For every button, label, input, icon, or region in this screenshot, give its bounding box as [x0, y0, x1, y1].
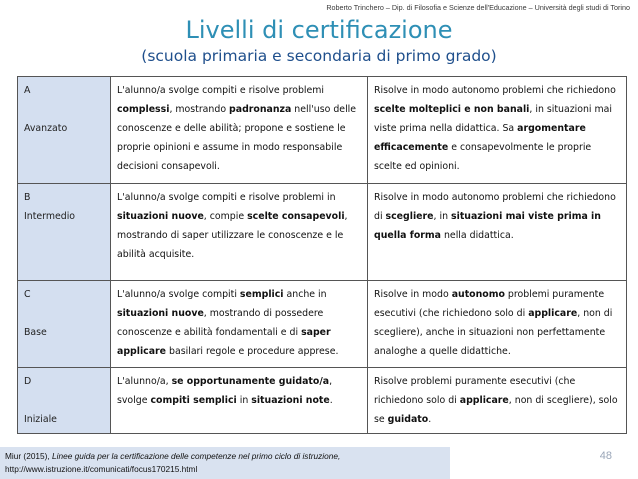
level-cell [18, 77, 111, 184]
emphasis-text: complessi [117, 104, 170, 115]
body-text: , non di scegliere), solo se [374, 395, 618, 425]
emphasis-text: guidato [387, 414, 429, 425]
citation-author: Miur (2015), [5, 451, 53, 461]
emphasis-text: saper applicare [117, 327, 331, 357]
emphasis-text: scelte molteplici e non banali [374, 104, 530, 115]
body-text: nell'uso delle conoscenze e delle abilità; propone e sostiene le proprie opinioni e assume in modo responsabile decisioni consapevoli. [117, 104, 357, 172]
slide-title: Livelli di certificazione [185, 16, 453, 44]
level-name: Iniziale [24, 414, 57, 425]
emphasis-text: situazioni note [251, 395, 330, 406]
author-affiliation: Roberto Trinchero – Dip. di Filosofia e Scienze dell'Educazione – Università degli studi di Torino [326, 3, 630, 12]
emphasis-text: applicare [528, 308, 578, 319]
certification-levels-table [17, 76, 627, 434]
body-text: L'alunno/a, [117, 376, 172, 387]
source-citation [0, 447, 450, 479]
level-detail [368, 184, 627, 281]
level-description [111, 77, 368, 184]
emphasis-text: se opportunamente guidato/a [171, 376, 330, 387]
level-name: Avanzato [24, 123, 68, 134]
table-row [18, 77, 627, 184]
body-text: Risolve in modo autonomo problemi che richiedono di [374, 192, 616, 222]
body-text: Risolve in modo autonomo problemi che richiedono [374, 85, 616, 96]
body-text: , mostrando di saper utilizzare le conoscenze e le abilità acquisite. [117, 211, 348, 260]
body-text: , svolge [117, 376, 333, 406]
body-text: e consapevolmente le proprie scelte ed opinioni. [374, 142, 592, 172]
body-text: Risolve problemi puramente esecutivi (che richiedono solo di [374, 376, 576, 406]
body-text: L'alunno/a svolge compiti [117, 289, 240, 300]
body-text: problemi puramente esecutivi (che richiedono solo di [374, 289, 605, 319]
body-text: anche in [283, 289, 327, 300]
emphasis-text: autonomo [451, 289, 505, 300]
emphasis-text: situazioni nuove [117, 211, 204, 222]
emphasis-text: scelte consapevoli [247, 211, 345, 222]
level-letter: B [24, 192, 31, 203]
level-cell [18, 281, 111, 368]
body-text: L'alunno/a svolge compiti e risolve problemi [117, 85, 325, 96]
level-letter: D [24, 376, 32, 387]
level-description [111, 281, 368, 368]
emphasis-text: situazioni nuove [117, 308, 204, 319]
emphasis-text: compiti semplici [150, 395, 237, 406]
slide-subtitle: (scuola primaria e secondaria di primo grado) [141, 47, 497, 65]
level-cell [18, 184, 111, 281]
level-description [111, 368, 368, 434]
level-letter: A [24, 85, 31, 96]
emphasis-text: argomentare efficacemente [374, 123, 586, 153]
body-text: , mostrando [169, 104, 230, 115]
table-row [18, 281, 627, 368]
body-text: L'alunno/a svolge compiti e risolve problemi in [117, 192, 336, 203]
body-text: , mostrando di possedere conoscenze e abilità fondamentali e di [117, 308, 324, 338]
level-name: Base [24, 327, 47, 338]
level-detail [368, 368, 627, 434]
table-row [18, 368, 627, 434]
body-text: , in situazioni mai viste prima nella didattica. Sa [374, 104, 612, 134]
emphasis-text: situazioni mai viste prima in quella forma [374, 211, 601, 241]
body-text: basilari regole e procedure apprese. [166, 346, 339, 357]
emphasis-text: scegliere [385, 211, 434, 222]
level-name: Intermedio [24, 211, 76, 222]
table-row [18, 184, 627, 281]
body-text: . [428, 414, 432, 425]
body-text: , in [433, 211, 452, 222]
level-detail [368, 77, 627, 184]
emphasis-text: padronanza [229, 104, 292, 115]
level-letter: C [24, 289, 31, 300]
body-text: nella didattica. [441, 230, 514, 241]
body-text: . [329, 395, 333, 406]
citation-url[interactable]: http://www.istruzione.it/comunicati/focus170215.html [5, 464, 198, 474]
level-detail [368, 281, 627, 368]
level-cell [18, 368, 111, 434]
emphasis-text: semplici [239, 289, 284, 300]
page-number: 48 [599, 450, 612, 462]
body-text: Risolve in modo [374, 289, 452, 300]
emphasis-text: applicare [459, 395, 509, 406]
body-text: , non di scegliere), anche in situazioni non perfettamente analoghe a quelle didattiche. [374, 308, 613, 357]
body-text: in [236, 395, 252, 406]
citation-title: Linee guida per la certificazione delle competenze nel primo ciclo di istruzione, [52, 451, 341, 461]
body-text: , compie [203, 211, 248, 222]
level-description [111, 184, 368, 281]
